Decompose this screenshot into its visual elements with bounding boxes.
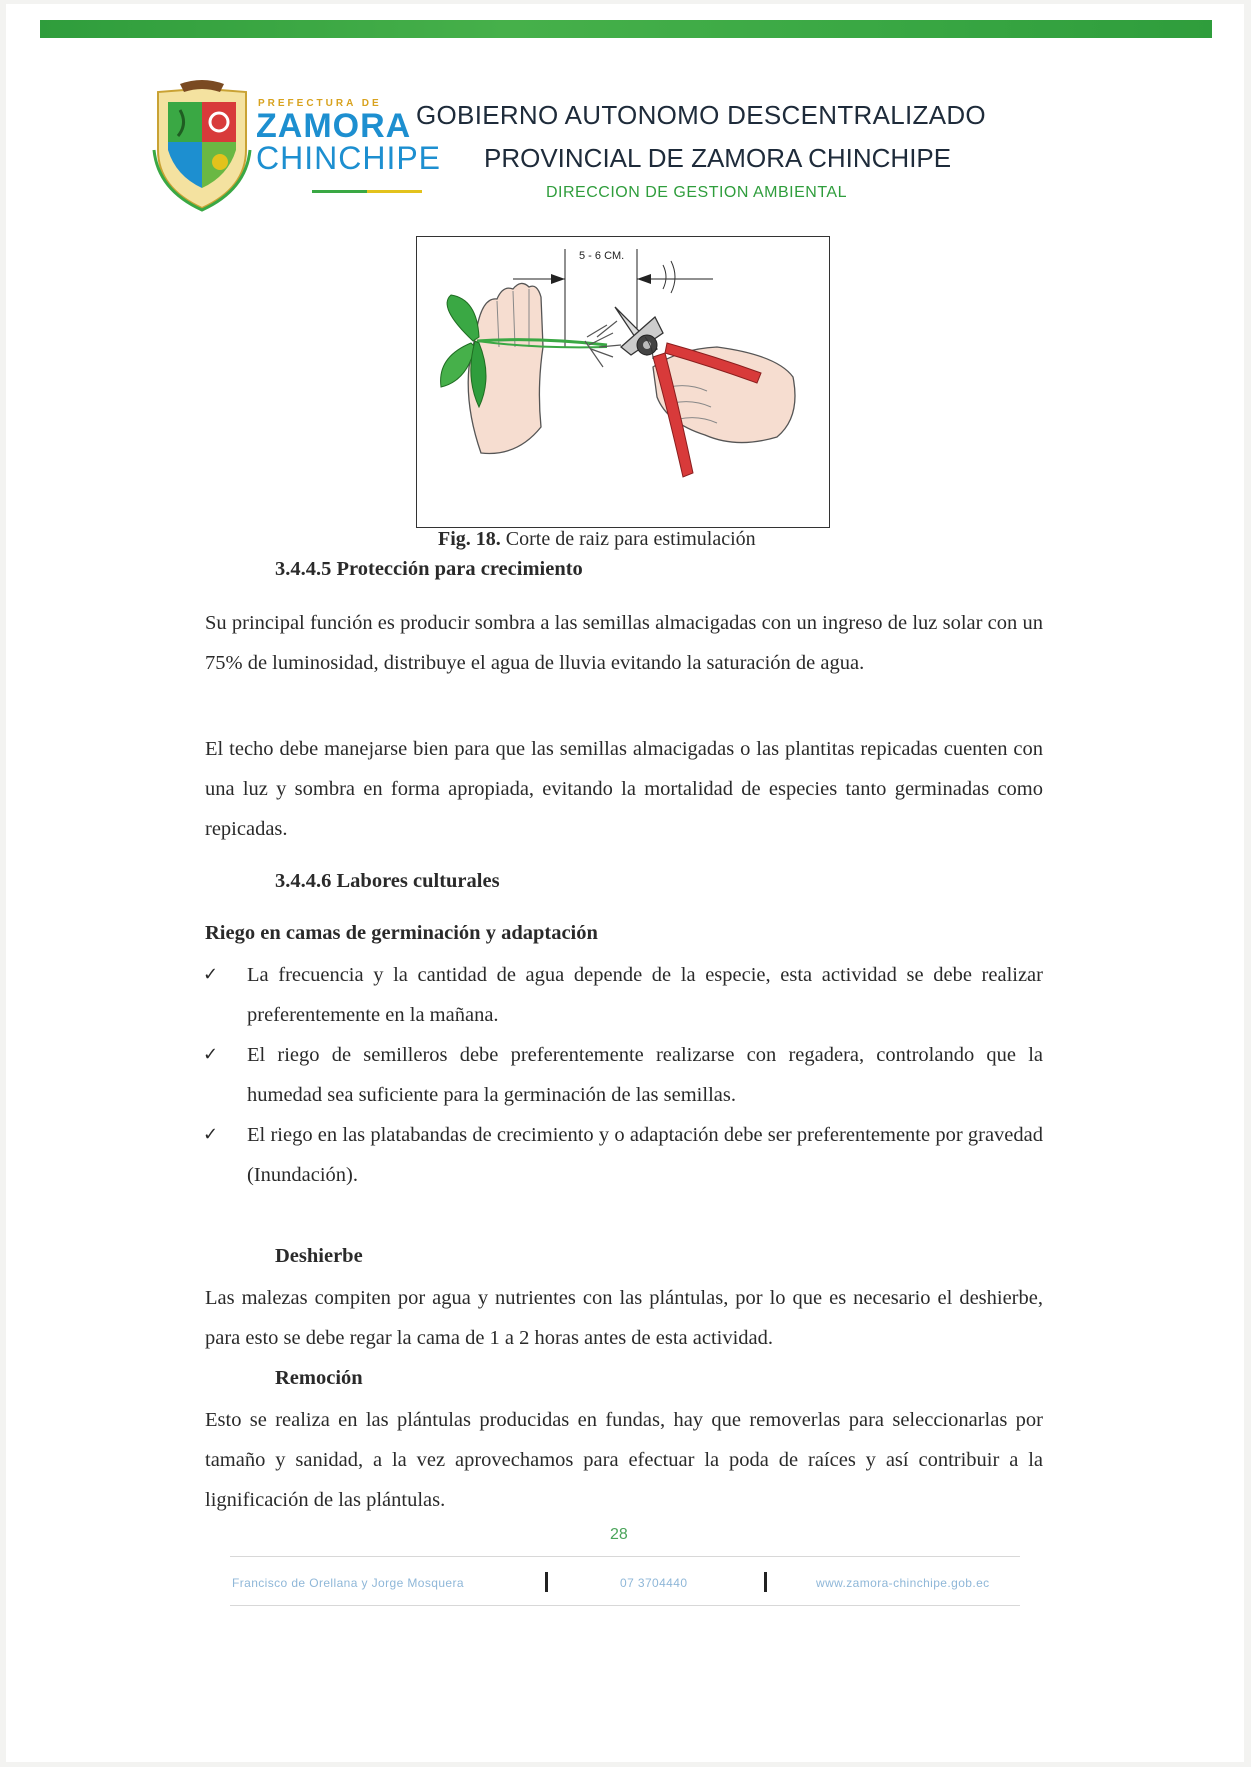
logo-prefectura-de: PREFECTURA DE <box>258 98 382 109</box>
logo-chinchipe-text: CHINCHIPE <box>256 140 442 176</box>
list-item-text: El riego en las platabandas de crecimiento y o adaptación debe ser preferentemente por gravedad (Inundación). <box>247 1124 1043 1186</box>
paragraph-roof-management: El techo debe manejarse bien para que las semillas almacigadas o las plantitas repicadas cuenten con una luz y sombra en forma apropiada, evitando la mortalidad de especies tanto germinadas como repicadas. <box>205 738 1043 840</box>
root-cutting-drawing <box>417 237 829 527</box>
header-department: DIRECCION DE GESTION AMBIENTAL <box>546 184 847 201</box>
paragraph-shade-function: Su principal función es producir sombra a las semillas almacigadas con un ingreso de luz solar con un 75% de luminosidad, distribuye el agua de lluvia evitando la saturación de agua. <box>205 612 1043 674</box>
page-number: 28 <box>610 1526 628 1543</box>
subheading-riego: Riego en camas de germinación y adaptación <box>205 922 598 944</box>
list-item-text: La frecuencia y la cantidad de agua depende de la especie, esta actividad se debe realizar preferentemente en la mañana. <box>247 964 1043 1026</box>
seedling-leaf <box>447 295 479 341</box>
list-item <box>205 1035 1043 1115</box>
footer-separator <box>545 1572 548 1592</box>
footer-website[interactable]: www.zamora-chinchipe.gob.ec <box>816 1576 990 1590</box>
subheading-deshierbe: Deshierbe <box>275 1245 363 1267</box>
header-title-line2: PROVINCIAL DE ZAMORA CHINCHIPE <box>484 143 952 173</box>
measure-label: 5 - 6 CM. <box>579 250 625 262</box>
checkmark-icon: ✓ <box>203 1044 219 1065</box>
footer-phone: 07 3704440 <box>620 1576 688 1590</box>
header-green-bar <box>40 20 1212 38</box>
checkmark-icon: ✓ <box>203 1124 219 1145</box>
footer-address: Francisco de Orellana y Jorge Mosquera <box>232 1576 464 1590</box>
figure-caption-number: Fig. 18. <box>438 528 501 550</box>
header-title-line1: GOBIERNO AUTONOMO DESCENTRALIZADO <box>416 100 986 130</box>
footer-top-rule <box>230 1556 1020 1557</box>
logo-zamora-text: ZAMORA <box>256 107 412 145</box>
paragraph-deshierbe: Las malezas compiten por agua y nutrientes con las plántulas, por lo que es necesario el deshierbe, para esto se debe regar la cama de 1 a 2 horas antes de esta actividad. <box>205 1287 1043 1349</box>
footer-separator <box>764 1572 767 1592</box>
figure-caption-text: Corte de raiz para estimulación <box>500 528 756 550</box>
paragraph-remocion: Esto se realiza en las plántulas producidas en fundas, hay que removerlas para seleccionarlas por tamaño y sanidad, a la vez aprovechamos para efectuar la poda de raíces y así contribuir a la lignificación de las plántulas. <box>205 1409 1043 1511</box>
figure-18-root-cutting-illustration <box>416 236 830 528</box>
checkmark-icon: ✓ <box>203 964 219 985</box>
footer-bottom-rule <box>230 1605 1020 1606</box>
logo-underline <box>312 190 422 193</box>
list-item-text: El riego de semilleros debe preferentemente realizarse con regadera, controlando que la humedad sea suficiente para la germinación de las semillas. <box>247 1044 1043 1106</box>
prefectura-shield-logo <box>150 80 254 212</box>
section-heading-3-4-4-5: 3.4.4.5 Protección para crecimiento <box>275 558 583 580</box>
figure-caption <box>438 528 756 551</box>
subheading-remocion: Remoción <box>275 1367 363 1389</box>
section-heading-3-4-4-6: 3.4.4.6 Labores culturales <box>275 870 500 892</box>
list-item <box>205 1115 1043 1195</box>
list-item <box>205 955 1043 1035</box>
